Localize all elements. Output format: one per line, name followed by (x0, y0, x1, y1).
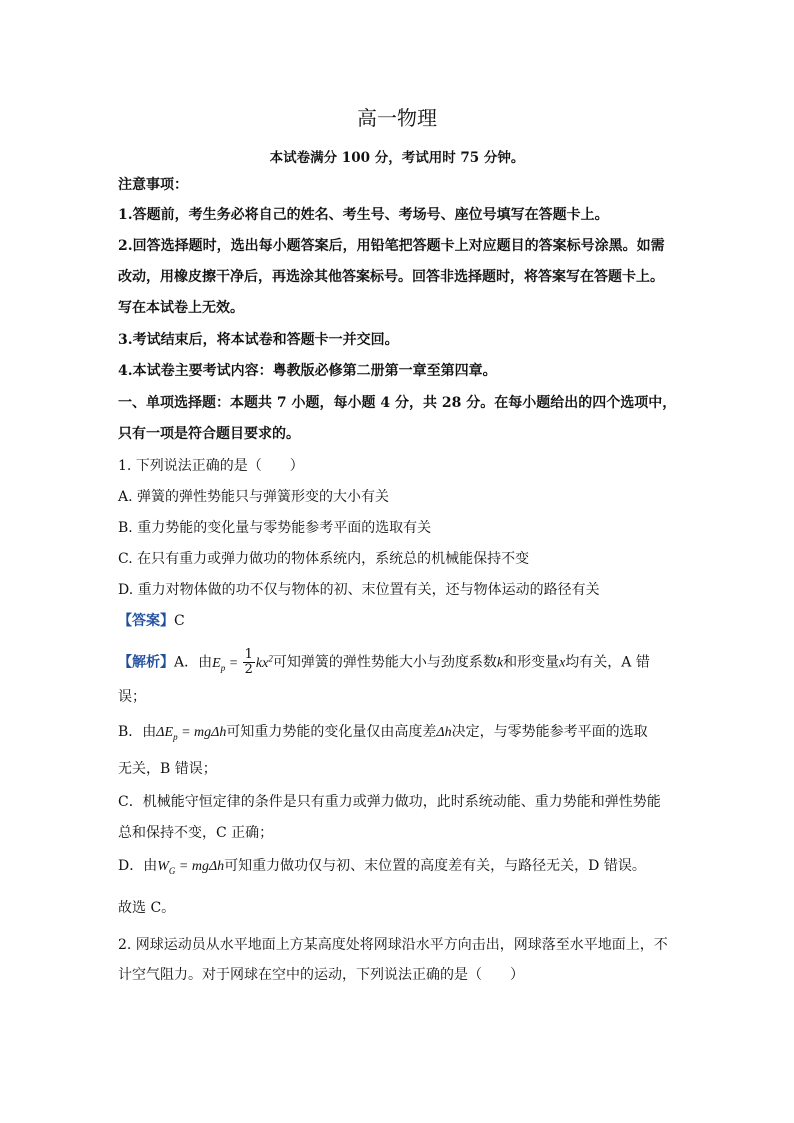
question-1-option-a: A. 弹簧的弹性势能只与弹簧形变的大小有关 (118, 489, 390, 505)
analysis-conclusion: 故选 C。 (118, 900, 176, 916)
analysis-a-end: 均有关，A 错 (565, 654, 650, 671)
notice-item-3: 3.考试结束后，将本试卷和答题卡一并交回。 (118, 332, 399, 348)
question-1-option-b: B. 重力势能的变化量与零势能参考平面的选取有关 (118, 520, 432, 536)
notice-item-1: 1.答题前，考生务必将自己的姓名、考生号、考场号、座位号填写在答题卡上。 (118, 207, 609, 223)
analysis-label: 【解析】 (118, 654, 174, 671)
question-2-line-1: 2. 网球运动员从水平地面上方某高度处将网球沿水平方向击出，网球落至水平地面上，不 (118, 937, 668, 953)
analysis-a-mid-1: 可知弹簧的弹性势能大小与劲度系数 (272, 654, 497, 671)
analysis-b-line-1 (118, 723, 648, 746)
formula-fraction: $\frac{1}{2}$ (244, 647, 253, 677)
notice-item-2-line-2: 改动，用橡皮擦干净后，再选涂其他答案标号。回答非选择题时，将答案写在答题卡上。 (118, 269, 664, 285)
symbol-delta-h: Δh (436, 725, 452, 740)
analysis-d-end: 可知重力做功仅与初、末位置的高度差有关，与路径无关，D 错误。 (224, 858, 646, 874)
question-1-answer (118, 612, 185, 630)
answer-label: 【答案】 (118, 613, 174, 629)
question-1-option-c: C. 在只有重力或弹力做功的物体系统内，系统总的机械能保持不变 (118, 551, 530, 567)
analysis-a-line-1 (118, 648, 650, 677)
formula-ep: $E_p$ = (212, 655, 242, 673)
analysis-b-line-2: 无关，B 错误； (118, 761, 217, 777)
analysis-b-end: 决定，与零势能参考平面的选取 (451, 724, 648, 740)
notice-heading: 注意事项： (118, 177, 188, 193)
analysis-a-mid-2: 和形变量 (503, 654, 560, 671)
section-heading-line-1: 一、单项选择题：本题共 7 小题，每小题 4 分，共 28 分。在每小题给出的四个选项中， (118, 395, 677, 411)
formula-kx2: $kx^2$ (255, 652, 273, 671)
analysis-c-line-1: C．机械能守恒定律的条件是只有重力或弹力做功，此时系统动能、重力势能和弹性势能 (118, 794, 661, 810)
section-heading-line-2: 只有一项是符合题目要求的。 (118, 426, 300, 442)
analysis-c-line-2: 总和保持不变，C 正确； (118, 825, 274, 841)
formula-wg: $W_G = mg\Delta h$ (157, 859, 225, 876)
question-1-stem: 1. 下列说法正确的是（ ） (118, 458, 304, 474)
analysis-d-line (118, 857, 646, 880)
exam-title: 高一物理 (357, 106, 437, 130)
symbol-x: x (559, 655, 566, 671)
symbol-k: k (496, 655, 504, 671)
exam-subtitle: 本试卷满分 100 分，考试用时 75 分钟。 (269, 150, 525, 166)
formula-delta-ep: $\Delta E_p = mg\Delta h$ (156, 725, 227, 742)
notice-item-4: 4.本试卷主要考试内容：粤教版必修第二册第一章至第四章。 (118, 363, 497, 379)
notice-item-2-line-1: 2.回答选择题时，选出每小题答案后，用铅笔把答题卡上对应题目的答案标号涂黑。如需 (118, 238, 665, 254)
analysis-a-line-2: 误； (118, 689, 146, 705)
analysis-d-prefix: D．由 (118, 858, 158, 874)
analysis-b-prefix: B．由 (118, 724, 157, 740)
answer-value: C (174, 613, 185, 629)
analysis-b-mid: 可知重力势能的变化量仅由高度差 (226, 724, 437, 740)
notice-item-2-line-3: 写在本试卷上无效。 (118, 300, 244, 316)
analysis-a-prefix: A．由 (174, 654, 213, 671)
question-1-option-d: D. 重力对物体做的功不仅与物体的初、末位置有关，还与物体运动的路径有关 (118, 582, 600, 598)
question-2-line-2: 计空气阻力。对于网球在空中的运动，下列说法正确的是（ ） (118, 967, 524, 983)
